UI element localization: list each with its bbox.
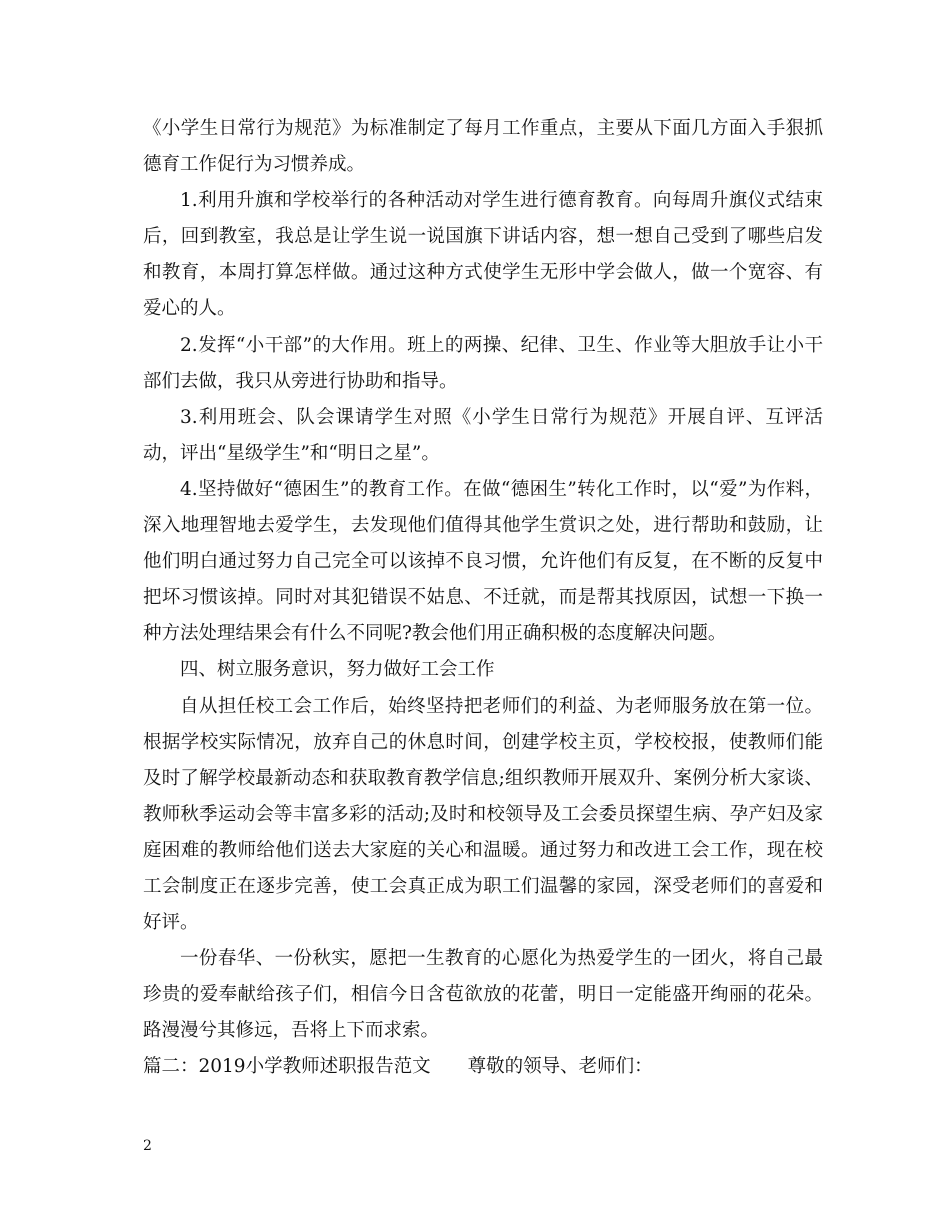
next-section-title: 篇二：2019小学教师述职报告范文 尊敬的领导、老师们： [143, 1056, 653, 1078]
section-heading: 四、树立服务意识，努力做好工会工作 [180, 659, 495, 681]
paragraph-item-2: 2.发挥“小干部”的大作用。班上的两操、纪律、卫生、作业等大胆放手让小干部们去做，我只从旁进行协助和指导。 [143, 334, 823, 392]
paragraph-continuation: 《小学生日常行为规范》为标准制定了每月工作重点，主要从下面几方面入手狠抓德育工作促行为习惯养成。 [143, 118, 823, 176]
page-number: 2 [143, 1138, 152, 1154]
document-body [143, 111, 823, 1086]
paragraph-union-work: 自从担任校工会工作后，始终坚持把老师们的利益、为老师服务放在第一位。根据学校实际情况，放弃自己的休息时间，创建学校主页，学校校报，使教师们能及时了解学校最新动态和获取教育教学信息;组织教师开展双升、案例分析大家谈、教师秋季运动会等丰富多彩的活动;及时和校领导及工会委员探望生病、孕产妇及家庭困难的教师给他们送去大家庭的关心和温暖。通过努力和改进工会工作，现在校工会制度正在逐步完善，使工会真正成为职工们温馨的家园，深受老师们的喜爱和好评。 [143, 695, 823, 934]
paragraph-closing: 一份春华、一份秋实，愿把一生教育的心愿化为热爱学生的一团火，将自己最珍贵的爱奉献给孩子们，相信今日含苞欲放的花蕾，明日一定能盛开绚丽的花朵。路漫漫兮其修远，吾将上下而求索。 [143, 948, 823, 1042]
paragraph-item-4: 4.坚持做好“德困生”的教育工作。在做“德困生”转化工作时，以“爱”为作料，深入地理智地去爱学生，去发现他们值得其他学生赏识之处，进行帮助和鼓励，让他们明白通过努力自己完全可以该掉不良习惯，允许他们有反复，在不断的反复中把坏习惯该掉。同时对其犯错误不姑息、不迁就，而是帮其找原因，试想一下换一种方法处理结果会有什么不同呢?教会他们用正确积极的态度解决问题。 [143, 478, 823, 645]
paragraph-item-1: 1.利用升旗和学校举行的各种活动对学生进行德育教育。向每周升旗仪式结束后，回到教室，我总是让学生说一说国旗下讲话内容，想一想自己受到了哪些启发和教育，本周打算怎样做。通过这种方式使学生无形中学会做人，做一个宽容、有爱心的人。 [143, 190, 823, 320]
paragraph-item-3: 3.利用班会、队会课请学生对照《小学生日常行为规范》开展自评、互评活动，评出“星级学生”和“明日之星”。 [143, 406, 823, 464]
